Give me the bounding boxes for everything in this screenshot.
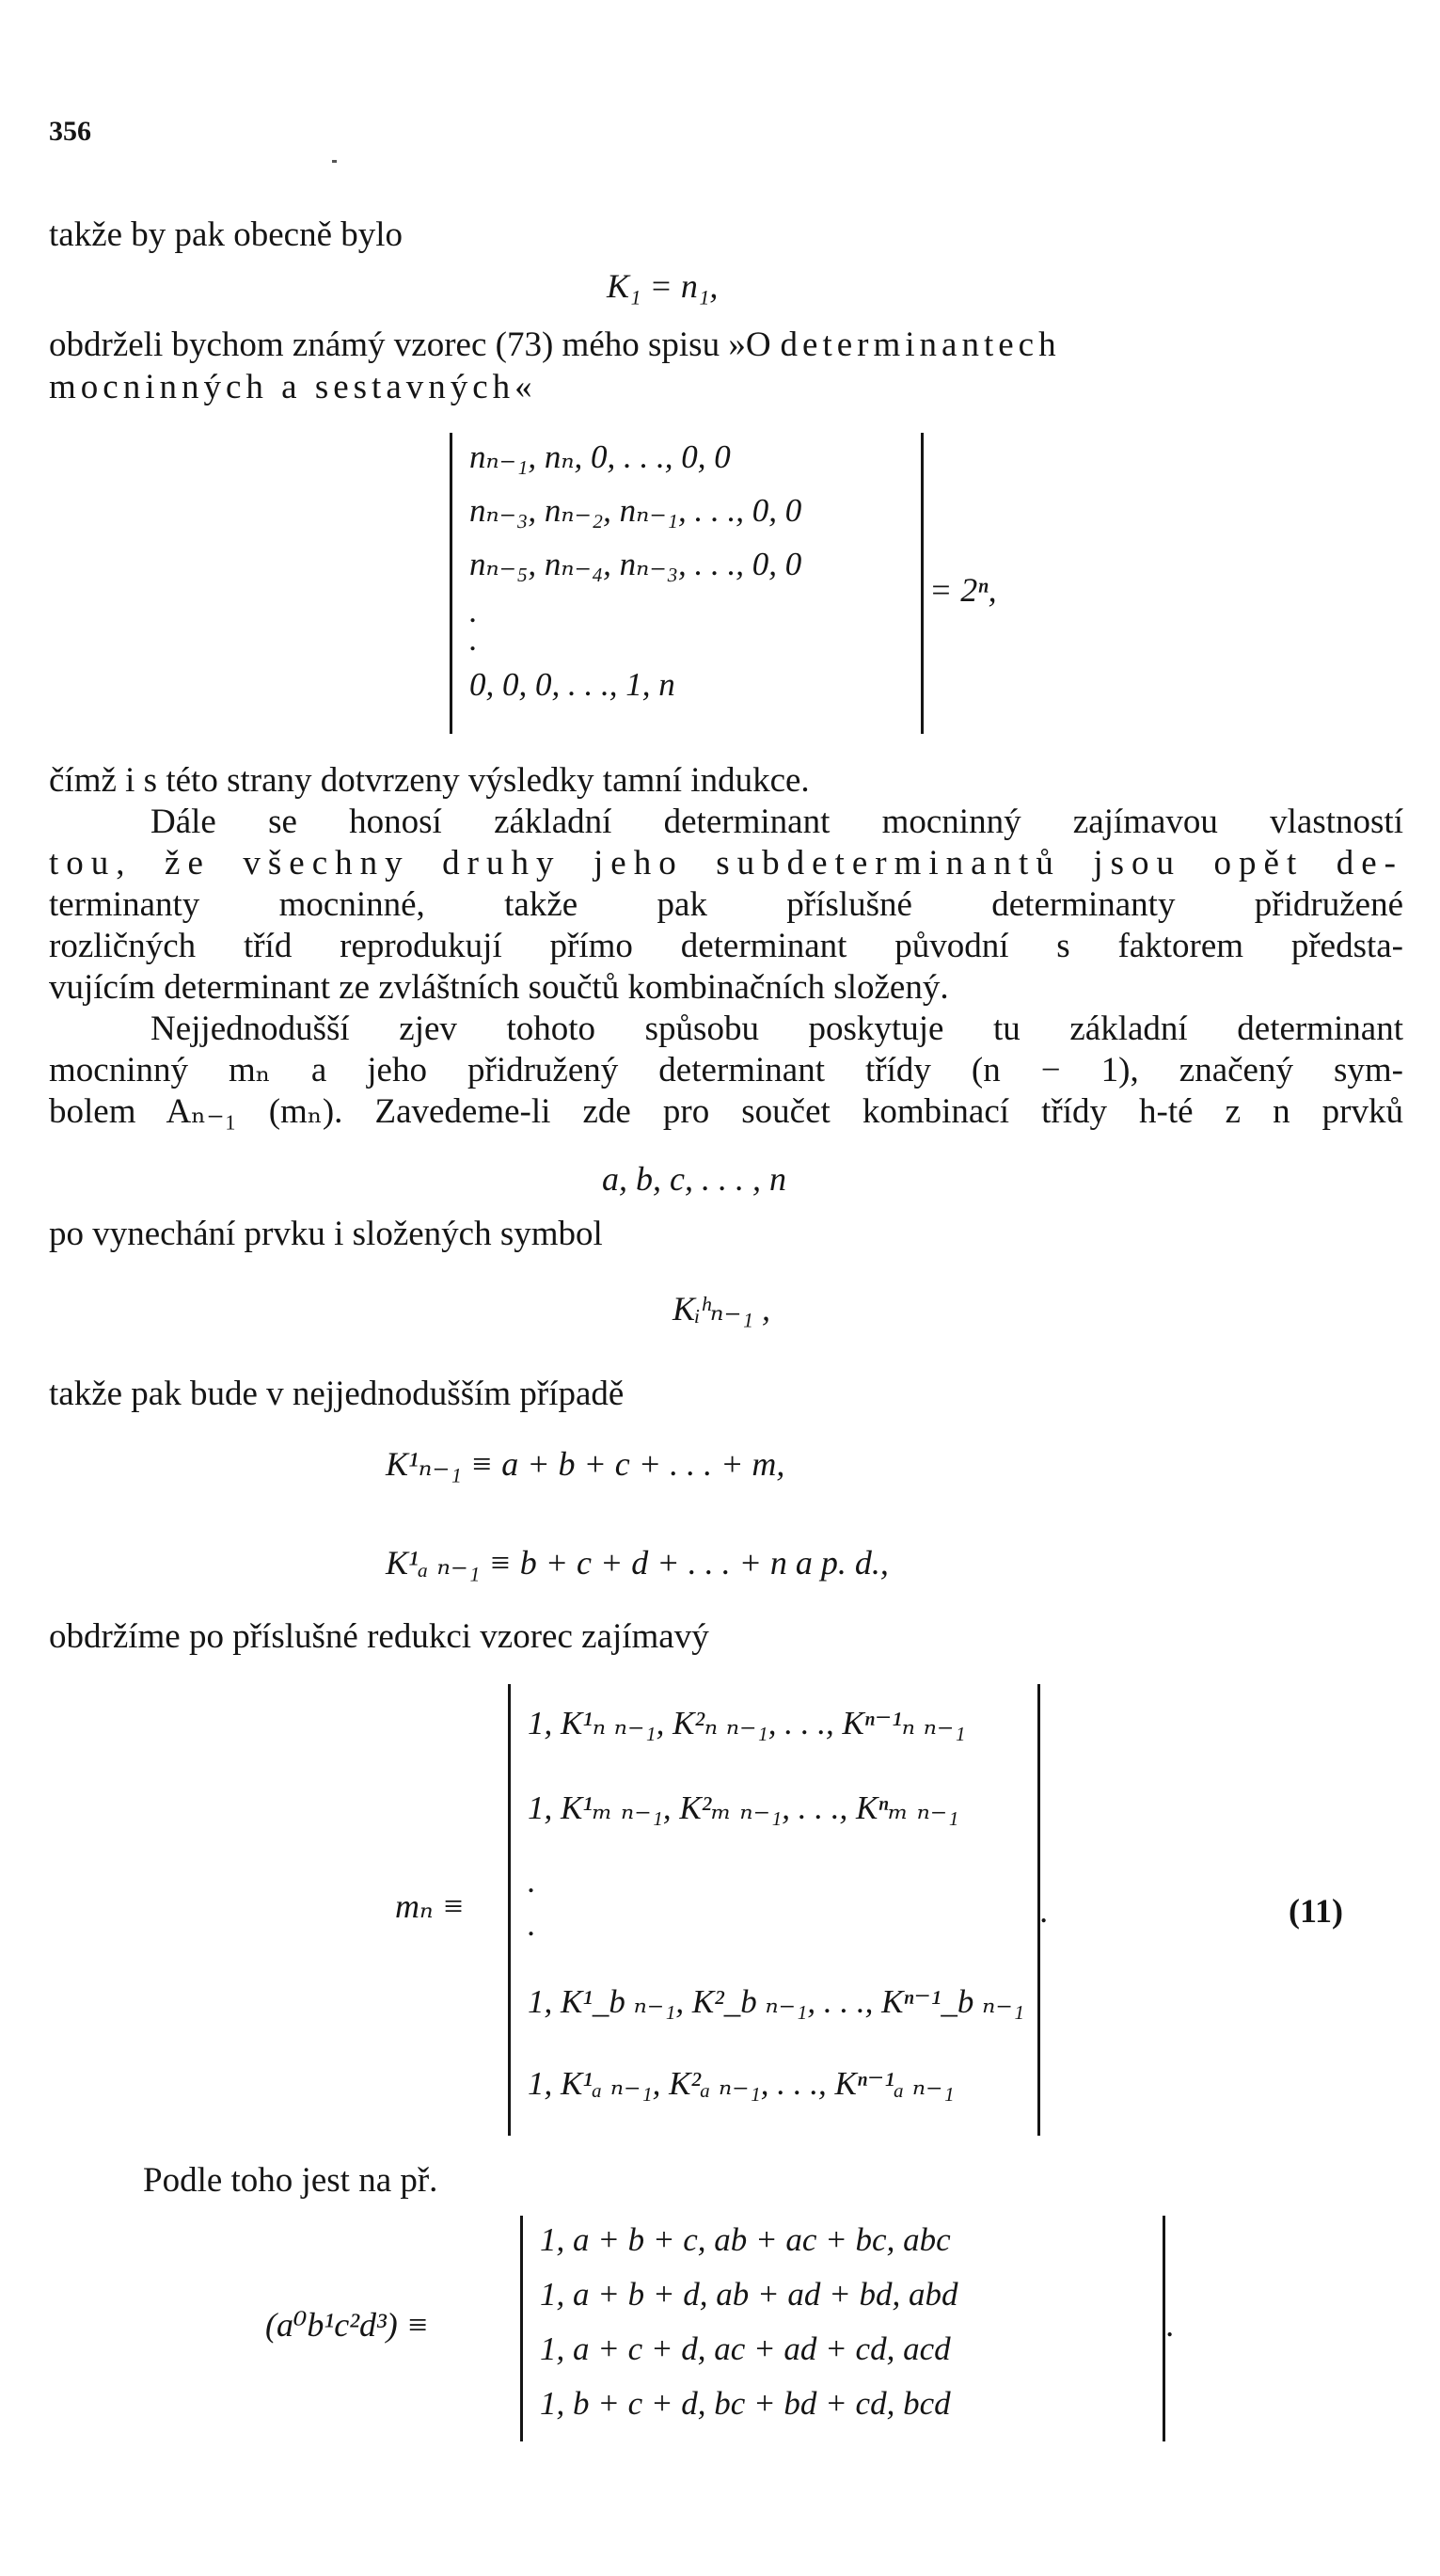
matrix-row: 1, K¹_b ₙ₋₁, K²_b ₙ₋₁, . . ., Kⁿ⁻¹_b ₙ₋₁ [528,1983,1024,2020]
period: . [1166,2306,1175,2344]
matrix-row: 1, a + c + d, ac + ad + cd, acd [540,2330,951,2367]
text-line: mocninných a sestavných« [49,368,537,406]
text-line: mocninný mₙ a jeho přidružený determinant třídy (n − 1), značený sym- [49,1051,1403,1089]
matrix-row: . [469,621,478,658]
text-line: rozličných tříd reprodukují přímo determinant původní s faktorem předsta- [49,927,1403,965]
equation-k1a-sum: K¹ₐ ₙ₋₁ ≡ b + c + d + . . . + n a p. d., [386,1544,889,1582]
matrix-row: nₙ₋₅, nₙ₋₄, nₙ₋₃, . . ., 0, 0 [469,546,802,582]
equation-k1: K₁ = n₁, [607,267,719,305]
determinant-result: = 2ⁿ, [929,571,997,609]
text-line: takže pak bude v nejjednodušším případě [49,1375,625,1413]
text-line: po vynechání prvku i složených symbol [49,1215,603,1253]
example-matrix [520,2216,1165,2441]
equation-number: (11) [1289,1892,1343,1930]
equation-11-lhs: mₙ ≡ [395,1887,465,1925]
matrix-row: . [469,593,478,629]
text-line: obdrželi bychom známý vzorec (73) mého spisu »O determinantech [49,326,1061,364]
text-line: obdržíme po příslušné redukci vzorec zajímavý [49,1617,709,1656]
symbol-k: Kᵢʰₙ₋₁ , [673,1290,771,1328]
text-line: Podle toho jest na př. [143,2161,438,2200]
matrix-row: 1, b + c + d, bc + bd + cd, bcd [540,2385,951,2422]
equation-11-matrix [508,1684,1040,2136]
matrix-row: 1, K¹ₘ ₙ₋₁, K²ₘ ₙ₋₁, . . ., Kⁿₘ ₙ₋₁ [528,1789,959,1826]
matrix-row: 1, a + b + c, ab + ac + bc, abc [540,2221,951,2258]
text-line: terminanty mocninné, takže pak příslušné determinanty přidružené [49,885,1403,924]
text-line: čímž i s této strany dotvrzeny výsledky tamní indukce. [49,761,810,800]
text-line: bolem Aₙ₋₁ (mₙ). Zavedeme-li zde pro součet kombinací třídy h-té z n prvků [49,1092,1403,1131]
period: . [1040,1892,1049,1930]
text-line: takže by pak obecně bylo [49,215,404,254]
element-list: a, b, c, . . . , n [602,1160,786,1198]
text-line: Nejjednodušší zjev tohoto spůsobu poskytuje tu základní determinant [150,1010,1403,1048]
example-lhs: (a⁰b¹c²d³) ≡ [265,2306,430,2344]
matrix-row: . [528,1906,536,1943]
text-line: vujícím determinant ze zvláštních součtů kombinačních složený. [49,968,949,1007]
matrix-row: 1, a + b + d, ab + ad + bd, abd [540,2276,958,2313]
matrix-row: 0, 0, 0, . . ., 1, n [469,666,675,703]
text-line: Dále se honosí základní determinant mocninný zajímavou vlastností [150,803,1403,841]
equation-k1-sum: K¹ₙ₋₁ ≡ a + b + c + . . . + m, [386,1445,785,1483]
matrix-row: nₙ₋₃, nₙ₋₂, nₙ₋₁, . . ., 0, 0 [469,492,802,529]
matrix-row: nₙ₋₁, nₙ, 0, . . ., 0, 0 [469,438,731,475]
matrix-row: 1, K¹ₐ ₙ₋₁, K²ₐ ₙ₋₁, . . ., Kⁿ⁻¹ₐ ₙ₋₁ [528,2065,955,2102]
determinant-matrix [450,433,924,734]
matrix-row: . [528,1863,536,1900]
matrix-row: 1, K¹ₙ ₙ₋₁, K²ₙ ₙ₋₁, . . ., Kⁿ⁻¹ₙ ₙ₋₁ [528,1705,966,1741]
text-line: tou, že všechny druhy jeho subdeterminantů jsou opět de- [49,844,1403,883]
ink-mark [332,160,337,163]
page-number: 356 [49,116,91,147]
